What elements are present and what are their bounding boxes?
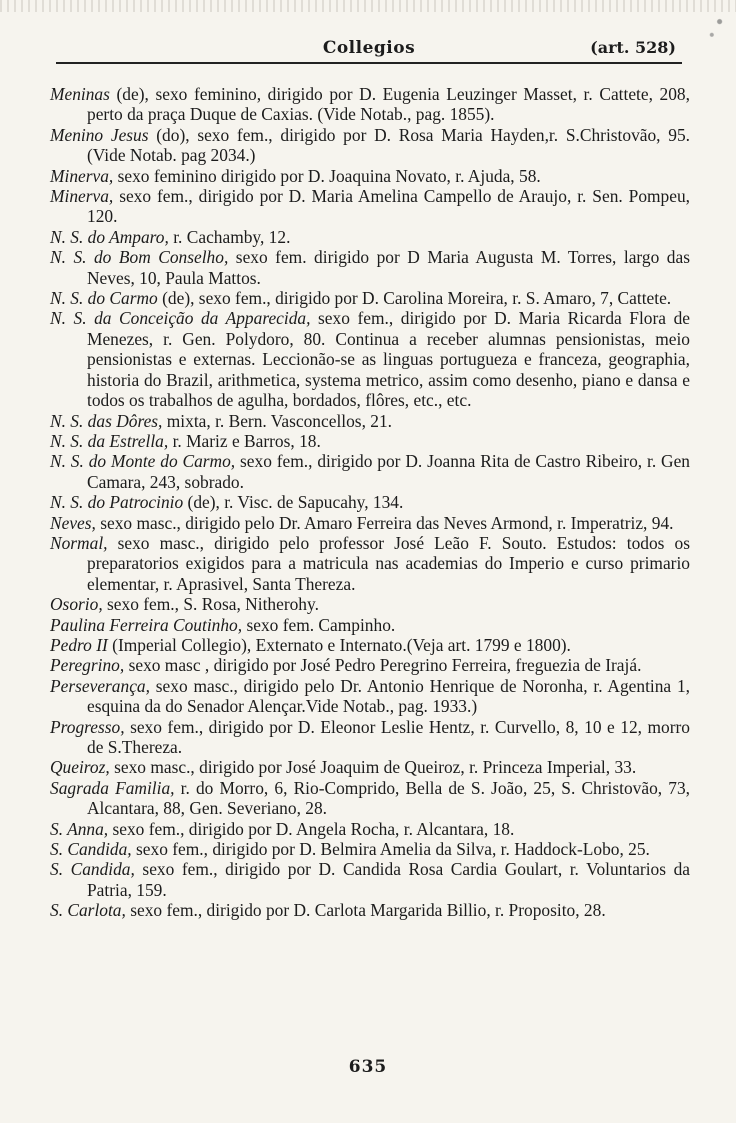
entry-name: N. S. do Patrocinio xyxy=(50,492,184,513)
entry xyxy=(50,227,690,247)
entry-name: N. S. da Conceição da Apparecida, xyxy=(50,308,311,329)
entry xyxy=(50,594,690,614)
scan-mark xyxy=(704,4,730,48)
entry xyxy=(50,819,690,839)
entry-name: N. S. da Estrella, xyxy=(50,430,169,451)
entry-text: sexo fem., dirigido por D. Joanna Rita de Castro Ribeiro, r. Gen Camara, 243, sobrado. xyxy=(87,451,690,492)
entry-text: sexo masc , dirigido por José Pedro Peregrino Ferreira, freguezia de Irajá. xyxy=(128,655,642,676)
entry xyxy=(50,717,690,758)
entry-name: Peregrino, xyxy=(50,655,125,676)
entry xyxy=(50,431,690,451)
entry xyxy=(50,288,690,308)
entry xyxy=(50,655,690,675)
entry xyxy=(50,839,690,859)
entry-text: (de), r. Visc. de Sapucahy, 134. xyxy=(187,492,404,513)
entry-text: sexo masc., dirigido pelo Dr. Antonio Henrique de Noronha, r. Agentina 1, esquina da do Senador Alençar.Vide Notab., pag. 1933.) xyxy=(87,675,690,717)
entry-text: sexo fem., dirigido por D. Candida Rosa Cardia Goulart, r. Voluntarios da Patria, 159. xyxy=(87,859,690,900)
entry xyxy=(50,125,690,166)
entry-text: sexo masc., dirigido pelo professor José Leão F. Souto. Estudos: todos os preparatorios exigidos para a matricula nas academias do Imperio e curso primario elementar, r. Aprasivel, Santa Thereza. xyxy=(87,532,690,594)
entry-text: (Imperial Collegio), Externato e Internato.(Veja art. 1799 e 1800). xyxy=(112,634,571,655)
entry xyxy=(50,492,690,512)
entry-text: mixta, r. Bern. Vasconcellos, 21. xyxy=(166,410,393,431)
entry-name: S. Candida, xyxy=(50,839,132,860)
entry xyxy=(50,308,690,410)
entry-text: sexo fem., dirigido por D. Belmira Amelia da Silva, r. Haddock-Lobo, 25. xyxy=(136,839,650,860)
entry xyxy=(50,615,690,635)
entry-name: Osorio, xyxy=(50,594,103,615)
entry-name: N. S. do Monte do Carmo, xyxy=(50,451,236,472)
entry xyxy=(50,757,690,777)
entry-name: Minerva, xyxy=(50,186,114,207)
entry-name: Normal, xyxy=(50,532,108,553)
entry xyxy=(50,676,690,717)
entry-name: Meninas xyxy=(50,84,110,104)
entry xyxy=(50,513,690,533)
entry-text: sexo fem., dirigido por D. Carlota Margarida Billio, r. Proposito, 28. xyxy=(130,900,606,921)
entry-name: N. S. do Bom Conselho, xyxy=(50,247,229,268)
entry xyxy=(50,533,690,594)
entry-name: Sagrada Familia, xyxy=(50,777,175,798)
entry-text: sexo masc., dirigido por José Joaquim de Queiroz, r. Princeza Imperial, 33. xyxy=(114,757,637,778)
entry-name: N. S. do Carmo xyxy=(50,288,158,309)
entry-name: Progresso, xyxy=(50,716,125,737)
page-number: 635 xyxy=(348,1057,388,1077)
entry xyxy=(50,411,690,431)
entry xyxy=(50,859,690,900)
entry xyxy=(50,451,690,492)
entry xyxy=(50,166,690,186)
entry-text: (de), sexo fem., dirigido por D. Carolina Moreira, r. S. Amaro, 7, Cattete. xyxy=(162,288,672,309)
entry-text: r. do Morro, 6, Rio-Comprido, Bella de S. João, 25, S. Christovão, 73, Alcantara, 88, Gen. Severiano, 28. xyxy=(87,777,690,819)
entry-text: sexo masc., dirigido pelo Dr. Amaro Ferreira das Neves Armond, r. Imperatriz, 94. xyxy=(100,512,674,533)
entry-name: N. S. do Amparo, xyxy=(50,226,169,247)
entry xyxy=(50,247,690,288)
entry-name: Pedro II xyxy=(50,634,108,655)
entry xyxy=(50,186,690,227)
running-header xyxy=(56,38,682,64)
entry-text: sexo fem., dirigido por D. Angela Rocha, r. Alcantara, 18. xyxy=(112,818,515,839)
entry-text: r. Mariz e Barros, 18. xyxy=(172,430,321,451)
header-article-ref: (art. 528) xyxy=(590,38,676,57)
entry-text: sexo fem. dirigido por D Maria Augusta M. Torres, largo das Neves, 10, Paula Mattos. xyxy=(87,247,690,288)
entry-text: sexo fem., dirigido por D. Maria Amelina Campello de Araujo, r. Sen. Pompeu, 120. xyxy=(87,186,690,227)
entry-name: Menino Jesus xyxy=(50,124,149,145)
entry-text: sexo feminino dirigido por D. Joaquina Novato, r. Ajuda, 58. xyxy=(117,165,541,186)
entry xyxy=(50,84,690,125)
entry-text: sexo fem., dirigido por D. Maria Ricarda Flora de Menezes, r. Gen. Polydoro, 80. Continua a receber alumnas pensionistas, meio pensionistas e externas. Leccionão-se as linguas portugueza e franceza, geographia, historia do Brazil, arithmetica, systema metrico, assim como desenho, piano e dansa e todos os trabalhos de agulha, bordados, flôres, etc., etc. xyxy=(87,308,690,411)
entry-text: sexo fem., dirigido por D. Eleonor Leslie Hentz, r. Curvello, 8, 10 e 12, morro de S.Thereza. xyxy=(87,716,690,757)
entry xyxy=(50,778,690,819)
entry xyxy=(50,635,690,655)
entry-name: Neves, xyxy=(50,512,96,533)
entry-name: S. Candida, xyxy=(50,859,135,880)
header-title: Collegios xyxy=(322,38,416,58)
entry-name: N. S. das Dôres, xyxy=(50,410,163,431)
entry-text: (de), sexo feminino, dirigido por D. Eugenia Leuzinger Masset, r. Cattete, 208, perto da praça Duque de Caxias. (Vide Notab., pag. 1855). xyxy=(87,84,690,125)
entry xyxy=(50,900,690,920)
entry-text: (do), sexo fem., dirigido por D. Rosa Maria Hayden,r. S.Christovão, 95. (Vide Notab. pag 2034.) xyxy=(87,124,690,166)
entry-name: S. Anna, xyxy=(50,818,109,839)
entry-name: Minerva, xyxy=(50,165,114,186)
entry-name: Queiroz, xyxy=(50,757,110,778)
scan-speckle xyxy=(0,0,736,12)
entry-name: Paulina Ferreira Coutinho, xyxy=(50,614,243,635)
entry-text: sexo fem. Campinho. xyxy=(246,614,396,635)
entry-name: Perseverança, xyxy=(50,675,150,696)
entry-list xyxy=(50,84,690,921)
entry-text: r. Cachamby, 12. xyxy=(173,226,291,247)
entry-text: sexo fem., S. Rosa, Nitherohy. xyxy=(107,594,319,615)
entry-name: S. Carlota, xyxy=(50,900,126,921)
